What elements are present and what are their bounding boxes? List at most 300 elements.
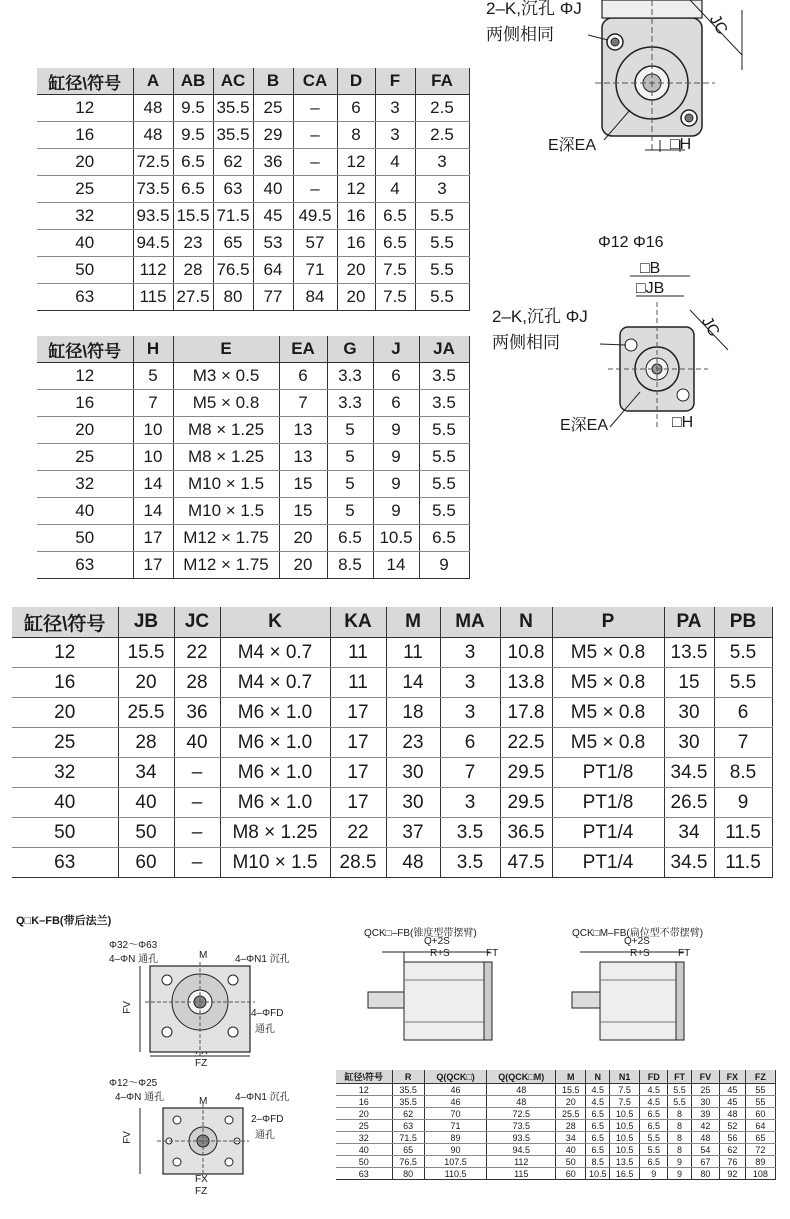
flange-view-large [105,932,335,1072]
value-cell: M12 × 1.75 [173,552,279,579]
label-k-counterbore: 2–K,沉孔 ΦJ [486,0,582,18]
table-header-row [336,1070,776,1084]
header-cell: 缸径\符号 [12,607,118,638]
label-fx: FX [195,1174,208,1185]
header-cell: K [220,607,330,638]
table-header-row [37,336,469,363]
table-row [37,284,469,311]
value-cell: 14 [386,668,440,698]
value-cell: 30 [386,758,440,788]
value-cell: 13 [279,417,327,444]
value-cell: 4 [375,176,415,203]
value-cell: 94.5 [133,230,173,257]
value-cell: 8 [668,1120,692,1132]
table-row [336,1096,776,1108]
value-cell: 76.5 [392,1156,424,1168]
value-cell: 45 [719,1096,745,1108]
value-cell: 71 [424,1120,486,1132]
header-cell: 缸径\符号 [37,336,133,363]
label-jb: □JB [636,280,665,297]
value-cell: 17.8 [500,698,552,728]
value-cell: 7.5 [610,1096,640,1108]
value-cell: 6.5 [586,1144,610,1156]
bore-size-cell: 20 [12,698,118,728]
value-cell: 22.5 [500,728,552,758]
header-cell: FX [719,1070,745,1084]
value-cell: 115 [487,1168,556,1180]
value-cell: M8 × 1.25 [173,417,279,444]
bore-size-cell: 16 [12,668,118,698]
header-cell: R [392,1070,424,1084]
value-cell: 48 [719,1108,745,1120]
table-row [336,1108,776,1120]
header-cell: AB [173,68,213,95]
value-cell: 72.5 [487,1108,556,1120]
value-cell: 107.5 [424,1156,486,1168]
value-cell: 10.5 [610,1132,640,1144]
label-fd-2: 2–ΦFD [251,1114,284,1125]
value-cell: 14 [373,552,419,579]
value-cell: 20 [337,257,375,284]
value-cell: 9.5 [173,95,213,122]
value-cell: 28.5 [330,848,386,878]
value-cell: 42 [691,1120,719,1132]
value-cell: 36 [174,698,220,728]
header-cell: FT [668,1070,692,1084]
value-cell: 5.5 [415,284,469,311]
value-cell: 112 [487,1156,556,1168]
value-cell: M5 × 0.8 [552,698,664,728]
value-cell: 4 [375,149,415,176]
header-cell: FZ [745,1070,775,1084]
label-n-through: 4–ΦN 通孔 [115,1092,165,1103]
value-cell: PT1/4 [552,848,664,878]
value-cell: 11.5 [714,818,772,848]
dimension-table-a [37,68,470,311]
value-cell: 9 [373,417,419,444]
side-view-tapered [360,922,560,1062]
value-cell: 35.5 [392,1096,424,1108]
value-cell: 13.5 [664,638,714,668]
value-cell: 60 [745,1108,775,1120]
value-cell: 25.5 [118,698,174,728]
value-cell: 34 [664,818,714,848]
label-ft: FT [678,948,691,959]
value-cell: 37 [386,818,440,848]
table-row [12,668,772,698]
table-row [336,1168,776,1180]
value-cell: – [293,176,337,203]
value-cell: 28 [173,257,213,284]
value-cell: 76.5 [213,257,253,284]
value-cell: 63 [392,1120,424,1132]
label-fv: FV [121,1131,133,1144]
value-cell: 4.5 [586,1096,610,1108]
value-cell: 5.5 [640,1144,668,1156]
table-row [37,203,469,230]
table-row [336,1156,776,1168]
value-cell: 34.5 [664,848,714,878]
value-cell: M5 × 0.8 [552,728,664,758]
value-cell: 67 [691,1156,719,1168]
value-cell: 48 [386,848,440,878]
side-view-title: QCK□–FB(锥度型带摆臂) [364,928,477,939]
value-cell: 11 [386,638,440,668]
value-cell: 53 [253,230,293,257]
value-cell: 16 [337,203,375,230]
label-fz: FZ [195,1186,208,1197]
bore-size-cell: 40 [336,1144,392,1156]
label-rs: R+S [430,948,450,959]
header-cell: KA [330,607,386,638]
label-jc: JC [705,12,731,38]
label-e-depth: E深EA [548,137,597,154]
value-cell: 48 [133,122,173,149]
value-cell: 6.5 [327,525,373,552]
header-cell: CA [293,68,337,95]
value-cell: 6.5 [640,1156,668,1168]
value-cell: 52 [719,1120,745,1132]
value-cell: 110.5 [424,1168,486,1180]
bore-size-cell: 25 [37,444,133,471]
value-cell: 6.5 [173,149,213,176]
value-cell: M6 × 1.0 [220,698,330,728]
value-cell: M10 × 1.5 [220,848,330,878]
value-cell: M5 × 0.8 [173,390,279,417]
header-cell: PA [664,607,714,638]
bore-size-cell: 40 [37,498,133,525]
label-ft: FT [486,948,499,959]
bore-size-cell: 32 [37,203,133,230]
value-cell: 70 [424,1108,486,1120]
value-cell: 3.3 [327,390,373,417]
value-cell: 40 [174,728,220,758]
value-cell: 115 [133,284,173,311]
header-cell: PB [714,607,772,638]
value-cell: 40 [118,788,174,818]
value-cell: 65 [745,1132,775,1144]
value-cell: PT1/8 [552,758,664,788]
value-cell: 6.5 [640,1108,668,1120]
value-cell: 6.5 [375,203,415,230]
value-cell: 15.5 [556,1084,586,1096]
value-cell: 25 [253,95,293,122]
dimension-table-c [12,607,773,878]
header-cell: M [556,1070,586,1084]
value-cell: 84 [293,284,337,311]
header-cell: FA [415,68,469,95]
value-cell: 10.5 [373,525,419,552]
table-row [336,1132,776,1144]
label-e-depth: E深EA [560,417,609,434]
value-cell: 89 [745,1156,775,1168]
value-cell: 8.5 [327,552,373,579]
label-fz: FZ [195,1058,208,1069]
value-cell: 20 [279,552,327,579]
bore-size-cell: 50 [37,257,133,284]
bore-size-cell: 40 [12,788,118,818]
table-row [37,444,469,471]
value-cell: 3 [375,95,415,122]
value-cell: 15 [664,668,714,698]
value-cell: 7 [714,728,772,758]
value-cell: 5.5 [419,498,469,525]
value-cell: – [174,818,220,848]
value-cell: 15.5 [118,638,174,668]
value-cell: 30 [691,1096,719,1108]
value-cell: 3 [440,638,500,668]
label-jc: JC [697,314,723,340]
value-cell: 62 [719,1144,745,1156]
bore-size-cell: 32 [37,471,133,498]
value-cell: 29.5 [500,788,552,818]
value-cell: M8 × 1.25 [220,818,330,848]
bore-size-cell: 12 [12,638,118,668]
value-cell: 9 [668,1168,692,1180]
value-cell: 90 [424,1144,486,1156]
value-cell: 48 [487,1096,556,1108]
table-row [37,95,469,122]
table-row [12,818,772,848]
header-cell: N [586,1070,610,1084]
value-cell: 72 [745,1144,775,1156]
table-row [336,1120,776,1132]
side-view-flat-drawing [560,922,780,1062]
value-cell: 93.5 [133,203,173,230]
value-cell: 5.5 [714,668,772,698]
value-cell: 80 [213,284,253,311]
value-cell: 10.5 [586,1168,610,1180]
value-cell: 8 [668,1144,692,1156]
bore-size-cell: 20 [37,417,133,444]
value-cell: 36 [253,149,293,176]
header-cell: 缸径\符号 [336,1070,392,1084]
value-cell: 20 [556,1096,586,1108]
bore-size-cell: 20 [37,149,133,176]
value-cell: 36.5 [500,818,552,848]
bore-size-cell: 63 [37,552,133,579]
value-cell: 22 [174,638,220,668]
value-cell: 17 [330,788,386,818]
value-cell: 7.5 [610,1084,640,1096]
table-row [37,471,469,498]
header-cell: P [552,607,664,638]
value-cell: 60 [556,1168,586,1180]
label-range-large: Φ32～Φ63 [109,940,158,951]
value-cell: 80 [392,1168,424,1180]
table-row [12,788,772,818]
value-cell: 3.5 [419,390,469,417]
value-cell: 5.5 [415,230,469,257]
value-cell: 17 [133,525,173,552]
value-cell: 3.5 [440,818,500,848]
value-cell: 9 [419,552,469,579]
table-row [37,122,469,149]
value-cell: 39 [691,1108,719,1120]
value-cell: 6 [337,95,375,122]
value-cell: 29.5 [500,758,552,788]
value-cell: – [174,848,220,878]
value-cell: 3 [440,788,500,818]
value-cell: 4.5 [640,1096,668,1108]
value-cell: M6 × 1.0 [220,728,330,758]
value-cell: M10 × 1.5 [173,471,279,498]
value-cell: 4.5 [586,1084,610,1096]
value-cell: 94.5 [487,1144,556,1156]
value-cell: 5 [327,444,373,471]
bore-size-cell: 25 [336,1120,392,1132]
value-cell: 5 [327,417,373,444]
label-q2s: Q+2S [624,936,650,947]
value-cell: – [293,95,337,122]
value-cell: 40 [556,1144,586,1156]
label-both-sides-same: 两侧相同 [492,333,560,352]
header-cell: E [173,336,279,363]
header-cell: G [327,336,373,363]
table-row [37,257,469,284]
value-cell: 73.5 [133,176,173,203]
value-cell: 50 [556,1156,586,1168]
value-cell: 15 [279,471,327,498]
bore-size-cell: 63 [37,284,133,311]
value-cell: 12 [337,176,375,203]
value-cell: 25.5 [556,1108,586,1120]
bore-size-cell: 12 [336,1084,392,1096]
flange-large-drawing [105,932,335,1072]
header-cell: J [373,336,419,363]
label-m: M [199,950,208,961]
header-cell: MA [440,607,500,638]
value-cell: 28 [556,1120,586,1132]
header-cell: JB [118,607,174,638]
value-cell: M12 × 1.75 [173,525,279,552]
value-cell: 76 [719,1156,745,1168]
value-cell: 7 [279,390,327,417]
value-cell: M5 × 0.8 [552,668,664,698]
value-cell: 46 [424,1084,486,1096]
label-rs: R+S [630,948,650,959]
value-cell: 62 [392,1108,424,1120]
value-cell: 5.5 [714,638,772,668]
value-cell: 5.5 [419,417,469,444]
value-cell: 34.5 [664,758,714,788]
bore-size-cell: 32 [336,1132,392,1144]
value-cell: 35.5 [392,1084,424,1096]
value-cell: 57 [293,230,337,257]
value-cell: 11 [330,668,386,698]
value-cell: 89 [424,1132,486,1144]
value-cell: 92 [719,1168,745,1180]
label-n-through: 4–ΦN 通孔 [109,954,159,965]
bore-size-cell: 50 [37,525,133,552]
value-cell: 30 [664,728,714,758]
value-cell: 10.8 [500,638,552,668]
value-cell: 5.5 [668,1084,692,1096]
label-bore-range: Φ12 Φ16 [598,234,664,251]
value-cell: 112 [133,257,173,284]
value-cell: 6 [279,363,327,390]
value-cell: 22 [330,818,386,848]
label-fd-4: 4–ΦFD [251,1008,284,1019]
label-fv: FV [121,1001,133,1014]
label-h: □H [672,414,694,431]
value-cell: 8.5 [586,1156,610,1168]
value-cell: M8 × 1.25 [173,444,279,471]
value-cell: 50 [118,818,174,848]
header-cell: Q(QCK□M) [487,1070,556,1084]
value-cell: 23 [173,230,213,257]
value-cell: 6 [373,390,419,417]
label-n1-counterbore: 4–ΦN1 沉孔 [235,1092,290,1103]
value-cell: 7 [440,758,500,788]
value-cell: 9 [373,471,419,498]
value-cell: 10 [133,417,173,444]
label-m: M [199,1096,208,1107]
table-header-row [12,607,772,638]
value-cell: 46 [424,1096,486,1108]
value-cell: 7 [133,390,173,417]
table-row [12,728,772,758]
table-row [336,1144,776,1156]
table-row [12,638,772,668]
bore-size-cell: 12 [37,95,133,122]
value-cell: 12 [337,149,375,176]
value-cell: 48 [691,1132,719,1144]
value-cell: 17 [330,698,386,728]
label-through: 通孔 [255,1024,275,1035]
table-row [37,390,469,417]
value-cell: 3 [440,698,500,728]
dimension-table-b [37,336,470,579]
value-cell: 6.5 [173,176,213,203]
value-cell: 9 [373,444,419,471]
value-cell: 77 [253,284,293,311]
end-view-small-drawing [490,232,790,442]
table-row [37,230,469,257]
value-cell: 6 [373,363,419,390]
value-cell: 29 [253,122,293,149]
value-cell: 26.5 [664,788,714,818]
value-cell: PT1/8 [552,788,664,818]
value-cell: 27.5 [173,284,213,311]
value-cell: M4 × 0.7 [220,668,330,698]
bore-size-cell: 25 [37,176,133,203]
value-cell: 14 [133,498,173,525]
section-title: Q□K–FB(带后法兰) [16,915,112,927]
bore-size-cell: 40 [37,230,133,257]
value-cell: 40 [253,176,293,203]
value-cell: 2.5 [415,122,469,149]
bore-size-cell: 32 [12,758,118,788]
value-cell: M3 × 0.5 [173,363,279,390]
header-cell: EA [279,336,327,363]
value-cell: 3.5 [419,363,469,390]
value-cell: 20 [279,525,327,552]
value-cell: 8 [668,1132,692,1144]
value-cell: 48 [133,95,173,122]
side-view-title: QCK□M–FB(扁位型不带摆臂) [572,928,704,939]
value-cell: 9.5 [173,122,213,149]
value-cell: 28 [118,728,174,758]
value-cell: 6.5 [586,1108,610,1120]
value-cell: 9 [668,1156,692,1168]
value-cell: 65 [213,230,253,257]
value-cell: 16 [337,230,375,257]
value-cell: 7.5 [375,257,415,284]
value-cell: – [293,122,337,149]
header-cell: FV [691,1070,719,1084]
value-cell: 30 [386,788,440,818]
